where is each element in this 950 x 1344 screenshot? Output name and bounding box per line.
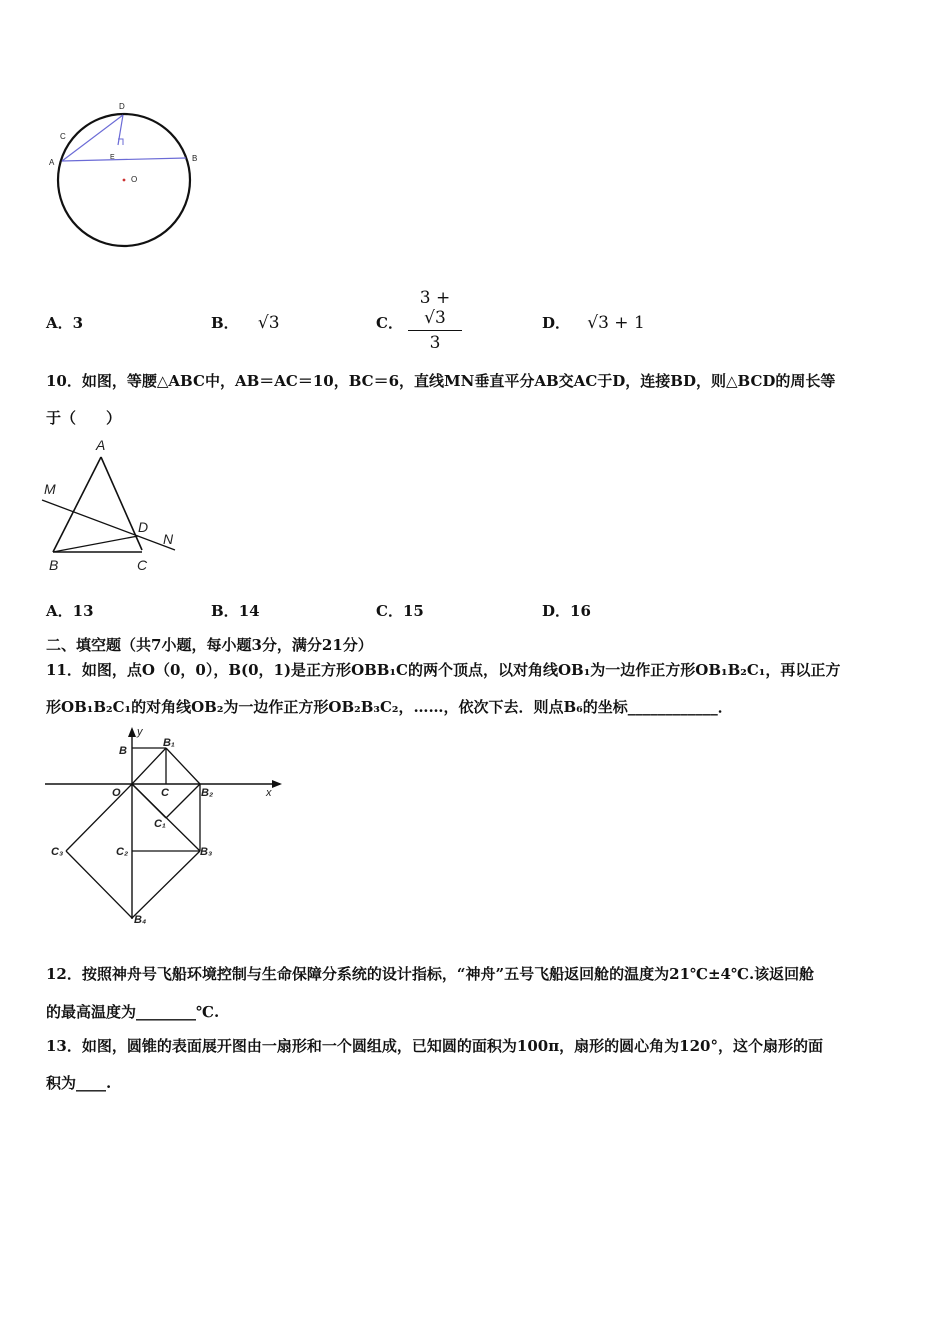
q11-square-figure: [40, 724, 300, 929]
label-C: C: [60, 132, 66, 141]
section-heading: 二、填空题（共7小题，每小题3分，满分21分）: [46, 636, 373, 654]
q10-option-d: D．16: [542, 602, 591, 620]
segment-de: [118, 115, 123, 145]
label-B: B: [192, 154, 198, 163]
q9-option-d: D． √3 + 1: [542, 313, 645, 333]
segment-b1-b2: [166, 748, 200, 784]
label-C: C: [137, 557, 148, 573]
label-O: O: [112, 787, 121, 799]
label-B: B: [119, 745, 127, 757]
label-C3: C₃: [51, 846, 64, 858]
label-B3: B₃: [200, 846, 213, 858]
fraction-numerator: 3 + √3: [419, 288, 451, 328]
label-D: D: [119, 102, 125, 111]
fraction-denominator: 3: [429, 333, 441, 353]
center-dot: [123, 179, 126, 182]
segment-o-b1: [132, 748, 166, 784]
q12-text-line2: 的最高温度为________℃.: [46, 1003, 220, 1021]
label-C: C: [161, 787, 169, 799]
fraction-bar: [408, 330, 462, 331]
segment-b2-c1: [166, 784, 200, 818]
label-C2: C₂: [116, 846, 129, 858]
q9-circle-figure: [40, 95, 220, 255]
segment-b4-c3: [66, 851, 132, 918]
label-N: N: [163, 531, 174, 547]
y-axis-arrow: [128, 727, 136, 737]
label-B2: B₂: [201, 787, 214, 799]
label-D: D: [138, 519, 149, 535]
q9-option-b: B． √3: [211, 313, 280, 333]
label-B: B: [49, 557, 59, 573]
q10-option-c: C．15: [376, 602, 424, 620]
label-y: y: [137, 726, 143, 738]
label-E: E: [110, 154, 115, 161]
side-ab: [53, 457, 101, 552]
label-A: A: [96, 437, 106, 453]
label-C1: C₁: [154, 818, 166, 830]
q13-text-line1: 13．如图，圆锥的表面展开图由一扇形和一个圆组成，已知圆的面积为100π，扇形的圆心角为120°，这个扇形的面: [46, 1037, 823, 1055]
label-M: M: [44, 481, 56, 497]
q10-text-line1: 10．如图，等腰△ABC中，AB＝AC＝10，BC＝6，直线MN垂直平分AB交AC于D，连接BD，则△BCD的周长等: [46, 372, 836, 390]
q13-text-line2: 积为____.: [46, 1074, 112, 1092]
label-O: O: [131, 175, 138, 184]
label-B1: B₁: [163, 737, 175, 749]
q11-text-line1: 11．如图，点O（0，0），B(0，1)是正方形OBB₁C的两个顶点，以对角线OB₁为一边作正方形OB₁B₂C₁，再以正方: [46, 661, 841, 679]
q10-option-b: B．14: [211, 602, 260, 620]
segment-c3-o: [66, 784, 132, 851]
q9-option-c-label: C．: [376, 314, 403, 332]
q10-option-a: A．13: [46, 602, 94, 620]
q10-triangle-figure: [40, 432, 190, 577]
q9-option-a: A．3: [46, 314, 84, 332]
q9-option-c-fraction: [408, 288, 462, 353]
chord-ab: [62, 158, 186, 161]
label-A: A: [49, 158, 55, 167]
line-mn: [42, 500, 175, 550]
label-x: x: [266, 787, 272, 799]
label-B4: B₄: [134, 914, 147, 926]
segment-bd: [53, 536, 138, 552]
q12-text-line1: 12．按照神舟号飞船环境控制与生命保障分系统的设计指标，“神舟”五号飞船返回舱的温度为21℃±4℃.该返回舱: [46, 965, 815, 983]
x-axis-arrow: [272, 780, 282, 788]
segment-b3-b4: [132, 851, 200, 918]
q11-text-line2: 形OB₁B₂C₁的对角线OB₂为一边作正方形OB₂B₃C₂，……，依次下去．则点B₆的坐标____________．: [46, 698, 733, 716]
q10-text-line2: 于（ ）: [46, 409, 122, 427]
